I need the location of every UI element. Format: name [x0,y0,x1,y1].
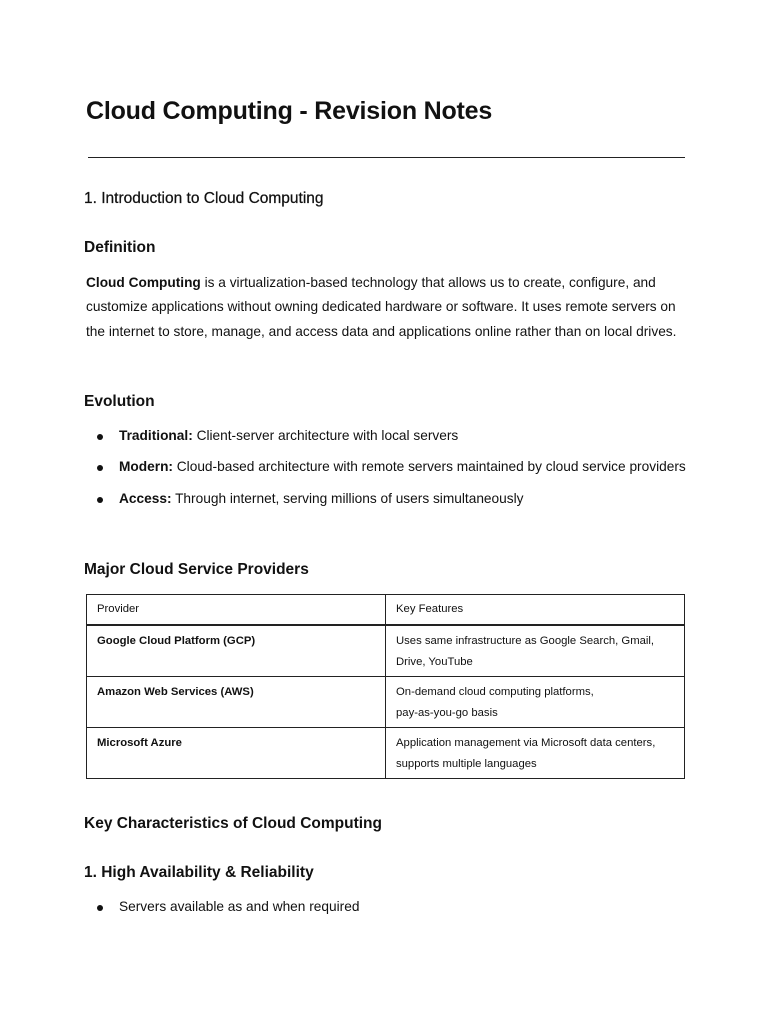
column-header-features: Key Features [386,595,685,626]
provider-cell: Amazon Web Services (AWS) [87,677,386,728]
list-item-text: Cloud-based architecture with remote servers maintained by cloud service providers [172,459,686,475]
bullet-icon [97,905,103,911]
table-header-row [87,595,685,626]
list-item-label: Traditional: [119,428,193,443]
table-row [87,625,685,677]
title-divider [88,157,685,158]
list-item-label: Access: [119,490,172,506]
table-row [87,677,685,728]
list-item [86,424,686,448]
subheading-providers: Major Cloud Service Providers [84,561,309,578]
subheading-evolution: Evolution [84,393,155,410]
definition-text: is a virtualization-based technology that allows us to create, configure, and customize applications without owning dedicated hardware or software. It uses remote servers on the internet to store, manage, and access data and applications online rather than on local drives. [86,275,677,339]
list-item [86,487,686,511]
section-heading-introduction: 1. Introduction to Cloud Computing [84,190,324,207]
list-item [86,895,686,919]
availability-list [86,895,686,919]
bullet-icon [97,465,103,471]
subheading-definition: Definition [84,239,156,256]
list-item-text: Through internet, serving millions of users simultaneously [171,490,524,506]
provider-cell: Microsoft Azure [87,728,386,779]
list-item-label: Modern: [119,459,173,475]
features-cell: Uses same infrastructure as Google Search, Gmail, Drive, YouTube [386,625,685,677]
providers-table [86,594,685,779]
list-item [86,455,686,479]
bullet-icon [97,434,103,440]
definition-paragraph [86,271,686,344]
features-cell: On-demand cloud computing platforms, pay-as-you-go basis [386,677,685,728]
list-item-text: Servers available as and when required [119,899,360,914]
features-cell: Application management via Microsoft data centers, supports multiple languages [386,728,685,779]
page-title: Cloud Computing - Revision Notes [86,97,493,125]
list-item-text: Client-server architecture with local servers [192,428,459,443]
table-row [87,728,685,779]
subheading-key-characteristics: Key Characteristics of Cloud Computing [84,815,382,832]
definition-term: Cloud Computing [86,275,201,290]
evolution-list [86,424,686,511]
subheading-high-availability: 1. High Availability & Reliability [84,864,314,881]
bullet-icon [97,497,103,503]
column-header-provider: Provider [87,595,386,626]
provider-cell: Google Cloud Platform (GCP) [87,625,386,677]
